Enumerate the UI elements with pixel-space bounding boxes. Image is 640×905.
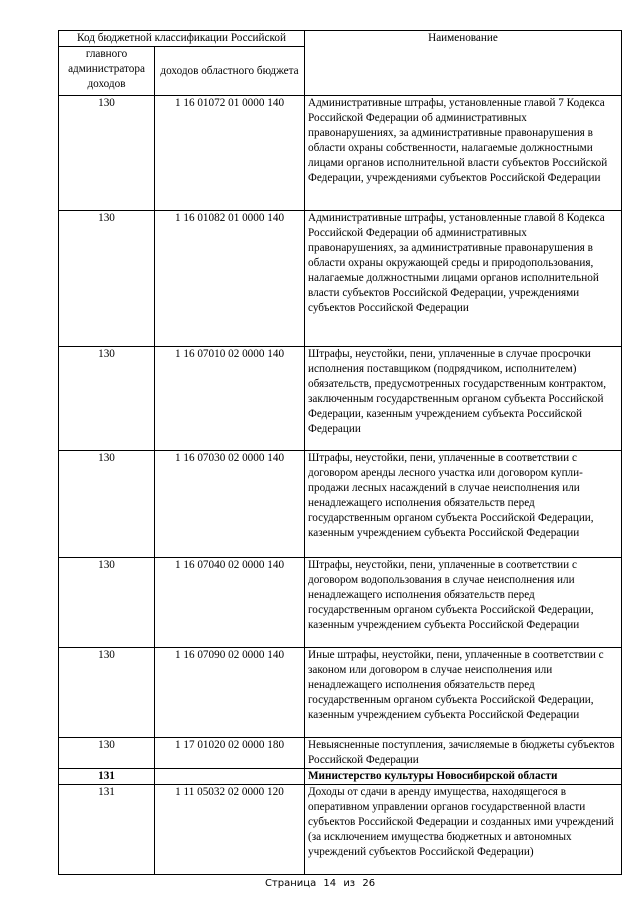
name-cell: Штрафы, неустойки, пени, уплаченные в соответствии с договором водопользования в случае неисполнения или ненадлежащего исполнения обязательств перед государственным органом субъекта Российской Федерации, казенным учреждением субъекта Российской Федерации	[305, 558, 622, 648]
header-name: Наименование	[305, 31, 622, 96]
income-code-cell	[155, 769, 305, 785]
table-row	[59, 738, 622, 769]
table-row	[59, 785, 622, 875]
income-code-cell: 1 17 01020 02 0000 180	[155, 738, 305, 769]
page-label: Страница	[264, 878, 317, 889]
table-row	[59, 96, 622, 211]
page-separator: из	[343, 878, 356, 889]
name-cell: Невыясненные поступления, зачисляемые в бюджеты субъектов Российской Федерации	[305, 738, 622, 769]
name-cell: Иные штрафы, неустойки, пени, уплаченные в соответствии с законом или договором в случае неисполнения или ненадлежащего исполнения обязательств перед государственным органом субъекта Российской Федерации, казенным учреждением субъекта Российской Федерации	[305, 648, 622, 738]
table-row	[59, 347, 622, 451]
income-code-cell: 1 16 07040 02 0000 140	[155, 558, 305, 648]
income-code-cell: 1 16 01082 01 0000 140	[155, 211, 305, 347]
admin-code-cell: 130	[59, 738, 155, 769]
admin-code-cell: 130	[59, 96, 155, 211]
budget-classification-table	[58, 30, 622, 875]
admin-code-cell: 130	[59, 347, 155, 451]
name-cell: Административные штрафы, установленные главой 8 Кодекса Российской Федерации об административных правонарушениях, за административные правонарушения в области охраны окружающей среды и природопользования, налагаемые должностными лицами органов исполнительной власти субъектов Российской Федерации, учреждениями субъектов Российской Федерации	[305, 211, 622, 347]
table-row	[59, 648, 622, 738]
income-code-cell: 1 16 07090 02 0000 140	[155, 648, 305, 738]
income-code-cell: 1 16 01072 01 0000 140	[155, 96, 305, 211]
admin-code-cell: 130	[59, 211, 155, 347]
name-cell: Административные штрафы, установленные главой 7 Кодекса Российской Федерации об административных правонарушениях, за административные правонарушения в области охраны собственности, налагаемые должностными лицами органов исполнительной власти субъектов Российской Федерации, учреждениями субъектов Российской Федерации	[305, 96, 622, 211]
page-current: 14	[323, 878, 337, 889]
page-total: 26	[362, 878, 376, 889]
table-row	[59, 211, 622, 347]
header-classification: Код бюджетной классификации Российской	[59, 31, 305, 47]
admin-code-cell: 130	[59, 451, 155, 558]
section-row	[59, 769, 622, 785]
income-code-cell: 1 16 07030 02 0000 140	[155, 451, 305, 558]
income-code-cell: 1 11 05032 02 0000 120	[155, 785, 305, 875]
income-code-cell: 1 16 07010 02 0000 140	[155, 347, 305, 451]
name-cell: Штрафы, неустойки, пени, уплаченные в соответствии с договором аренды лесного участка или договором купли-продажи лесных насаждений в случае неисполнения или ненадлежащего исполнения обязательств перед государственным органом субъекта Российской Федерации, казенным учреждением субъекта Российской Федерации	[305, 451, 622, 558]
admin-code-cell: 131	[59, 785, 155, 875]
header-admin: главного администратора доходов	[59, 47, 155, 96]
admin-code-cell: 131	[59, 769, 155, 785]
name-cell: Штрафы, неустойки, пени, уплаченные в случае просрочки исполнения поставщиком (подрядчиком, исполнителем) обязательств, предусмотренных государственным контрактом, заключенным государственным органом субъекта Российской Федерации, казенным учреждением субъекта Российской Федерации	[305, 347, 622, 451]
ministry-name-cell: Министерство культуры Новосибирской области	[305, 769, 622, 785]
name-cell: Доходы от сдачи в аренду имущества, находящегося в оперативном управлении органов государственной власти субъектов Российской Федерации и созданных ими учреждений (за исключением имущества бюджетных и автономных учреждений субъектов Российской Федерации)	[305, 785, 622, 875]
table-row	[59, 558, 622, 648]
header-income: доходов областного бюджета	[155, 47, 305, 96]
page-footer	[0, 878, 640, 889]
table-row	[59, 451, 622, 558]
header-row-top	[59, 31, 622, 47]
admin-code-cell: 130	[59, 558, 155, 648]
admin-code-cell: 130	[59, 648, 155, 738]
